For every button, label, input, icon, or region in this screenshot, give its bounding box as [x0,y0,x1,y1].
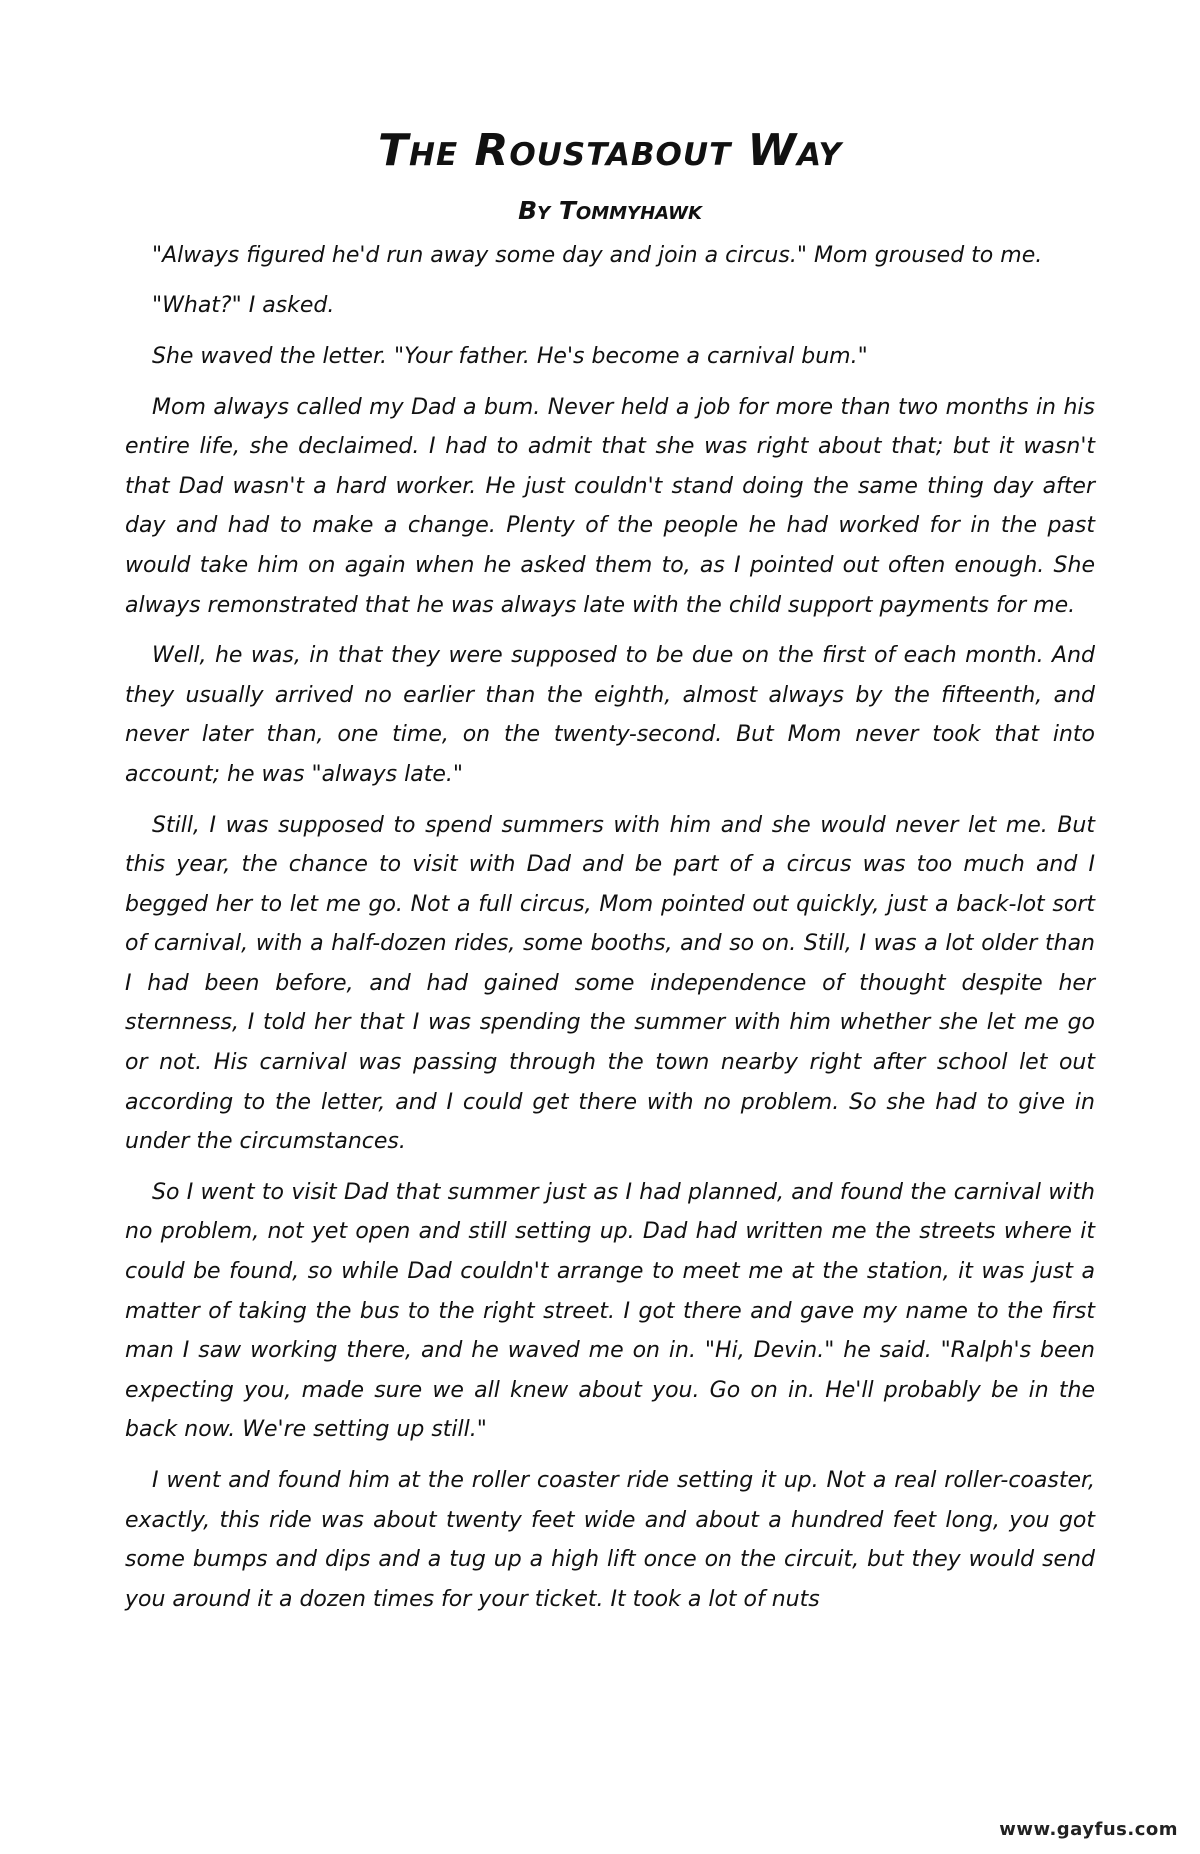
story-byline: By Tommyhawk [518,195,702,225]
paragraph: "Always figured he'd run away some day and join a circus." Mom groused to me. [152,242,1043,268]
paragraph: She waved the letter. "Your father. He's become a carnival bum." [152,343,868,369]
paragraph: I went and found him at the roller coaster ride setting it up. Not a real roller-coaster, exactly, this ride was about twenty feet wide and about a hundred feet long, you got some bumps and dips and a tug up a high lift once on the circuit, but they would send you around it a dozen times for your ticket. It took a lot of nuts [125,1468,1095,1612]
site-watermark: www.gayfus.com [999,1819,1178,1840]
paragraph: "What?" I asked. [152,293,335,319]
paragraph: Still, I was supposed to spend summers with him and she would never let me. But this year, the chance to visit with Dad and be part of a circus was too much and I begged her to let me go. Not a full circus, Mom pointed out quickly, just a back-lot sort of carnival, with a half-dozen rides, some booths, and so on. Still, I was a lot older than I had been before, and had gained some independence of thought despite her sternness, I told her that I was spending the summer with him whether she let me go or not. His carnival was passing through the town nearby right after school let out according to the letter, and I could get there with no problem. So she had to give in under the circumstances. [125,812,1095,1155]
story-page [125,125,1095,1630]
paragraph: So I went to visit Dad that summer just as I had planned, and found the carnival with no problem, not yet open and still setting up. Dad had written me the streets where it could be found, so while Dad couldn't arrange to meet me at the station, it was just a matter of taking the bus to the right street. I got there and gave my name to the first man I saw working there, and he waved me on in. "Hi, Devin." he said. "Ralph's been expecting you, made sure we all knew about you. Go on in. He'll probably be in the back now. We're setting up still." [125,1179,1095,1443]
story-body [125,236,1095,1620]
story-title: The Roustabout Way [378,125,842,176]
paragraph: Well, he was, in that they were supposed to be due on the first of each month. And they usually arrived no earlier than the eighth, almost always by the fifteenth, and never later than, one time, on the twenty-second. But Mom never took that into account; he was "always late." [125,643,1095,787]
paragraph: Mom always called my Dad a bum. Never held a job for more than two months in his entire life, she declaimed. I had to admit that she was right about that; but it wasn't that Dad wasn't a hard worker. He just couldn't stand doing the same thing day after day and had to make a change. Plenty of the people he had worked for in the past would take him on again when he asked them to, as I pointed out often enough. She always remonstrated that he was always late with the child support payments for me. [125,394,1095,618]
